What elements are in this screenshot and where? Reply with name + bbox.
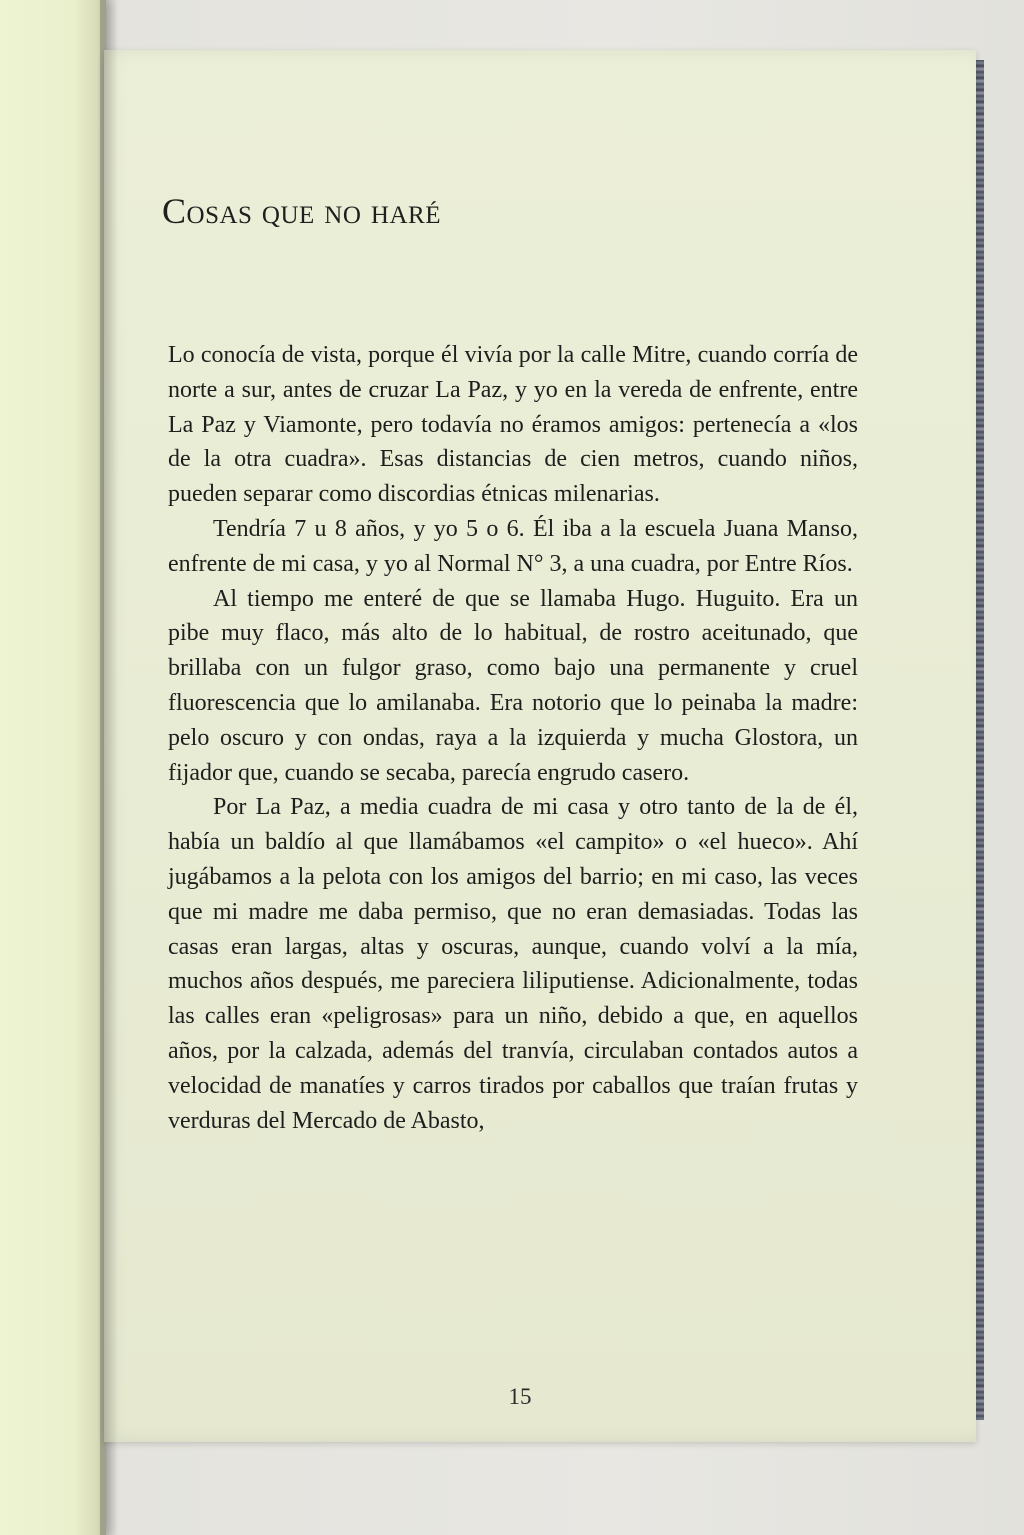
left-page-edge [0, 0, 106, 1535]
spine-shadow [100, 0, 118, 1535]
chapter-title: Cosas que no haré [162, 191, 441, 231]
paragraph-1: Lo conocía de vista, porque él vivía por la calle Mitre, cuando corría de norte a sur, antes de cruzar La Paz, y yo en la vereda de enfrente, entre La Paz y Viamonte, pero todavía no éramos amigos: pertenecía a «los de la otra cuadra». Esas distancias de cien metros, cuando niños, pueden separar como discordias étnicas milenarias. [168, 342, 858, 508]
book-page [104, 50, 976, 1442]
body-text [168, 338, 858, 1138]
paragraph-3: Al tiempo me enteré de que se llamaba Hugo. Huguito. Era un pibe muy flaco, más alto de lo habitual, de rostro aceitunado, que brillaba con un fulgor graso, como bajo una permanente y cruel fluorescencia que lo amilanaba. Era notorio que lo peinaba la madre: pelo oscuro y con ondas, raya a la izquierda y mucha Glostora, un fijador que, cuando se secaba, parecía engrudo casero. [168, 585, 858, 786]
page-number: 15 [508, 1384, 532, 1409]
paragraph-4: Por La Paz, a media cuadra de mi casa y otro tanto de la de él, había un baldío al que llamábamos «el campito» o «el hueco». Ahí jugábamos a la pelota con los amigos del barrio; en mi caso, las veces que mi madre me daba permiso, que no eran demasiadas. Todas las casas eran largas, altas y oscuras, aunque, cuando volví a la mía, muchos años después, me pareciera liliputiense. Adicionalmente, todas las calles eran «peligrosas» para un niño, debido a que, en aquellos años, por la calzada, además del tranvía, circulaban contados autos a velocidad de manatíes y carros tirados por caballos que traían frutas y verduras del Mercado de Abasto, [168, 794, 858, 1134]
paragraph-2: Tendría 7 u 8 años, y yo 5 o 6. Él iba a la escuela Juana Manso, enfrente de mi casa, y yo al Normal N° 3, a una cuadra, por Entre Ríos. [168, 515, 858, 577]
